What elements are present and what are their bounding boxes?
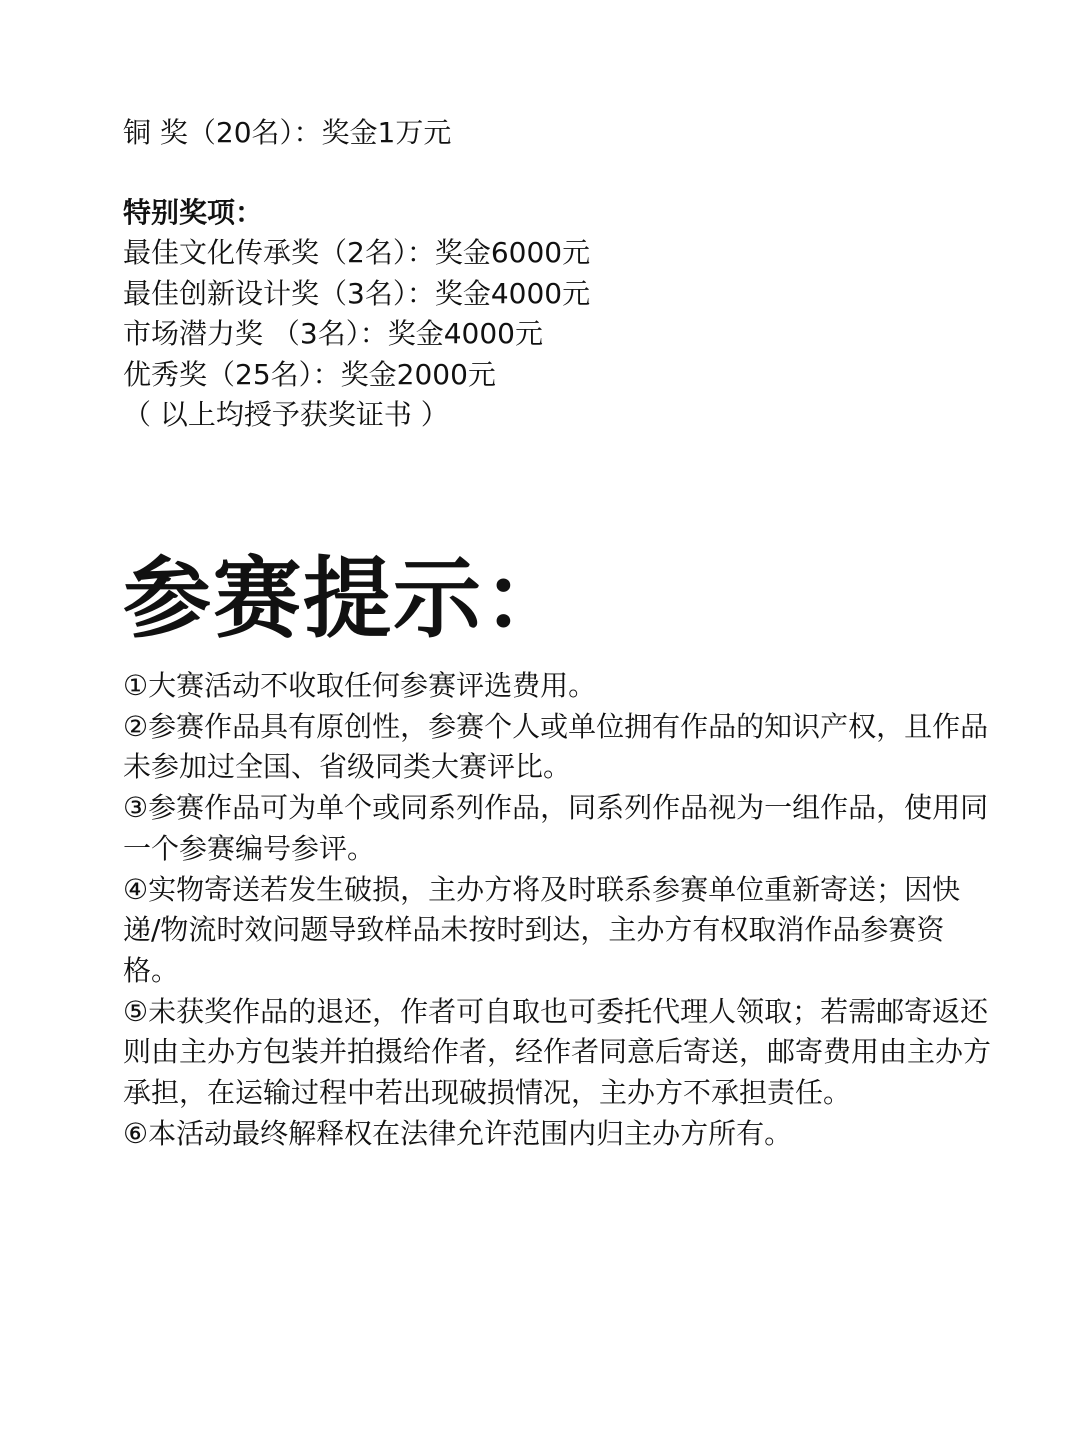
notice-item: ①大赛活动不收取任何参赛评选费用。 (123, 669, 597, 702)
notice-item: ②参赛作品具有原创性，参赛个人或单位拥有作品的知识产权，且作品未参加过全国、省级同类大赛评比。 (123, 709, 989, 784)
special-awards-section (123, 193, 590, 436)
special-award-item: 最佳文化传承奖（2名）：奖金6000元 (123, 236, 591, 269)
special-awards-heading: 特别奖项： (123, 196, 264, 229)
bronze-award-line: 铜 奖（20名）：奖金1万元 (123, 116, 452, 149)
notice-item: ⑤未获奖作品的退还，作者可自取也可委托代理人领取；若需邮寄返还则由主办方包装并拍摄给作者，经作者同意后寄送，邮寄费用由主办方承担，在运输过程中若出现破损情况，主办方不承担责任。 (123, 994, 992, 1110)
notice-list (123, 666, 993, 1154)
special-award-item: 最佳创新设计奖（3名）：奖金4000元 (123, 276, 591, 310)
notice-item: ③参赛作品可为单个或同系列作品，同系列作品视为一组作品，使用同一个参赛编号参评。 (123, 791, 989, 865)
notice-item: ④实物寄送若发生破损，主办方将及时联系参赛单位重新寄送；因快递/物流时效问题导致样品未按时到达，主办方有权取消作品参赛资格。 (123, 872, 961, 987)
special-award-item: 优秀奖（25名）：奖金2000元 (123, 357, 496, 391)
award-certificate-note: （ 以上均授予获奖证书 ） (123, 398, 449, 431)
special-award-item: 市场潜力奖 （3名）：奖金4000元 (123, 317, 543, 350)
notice-item: ⑥本活动最终解释权在法律允许范围内归主办方所有。 (123, 1116, 793, 1150)
section-title: 参赛提示： (123, 546, 574, 650)
